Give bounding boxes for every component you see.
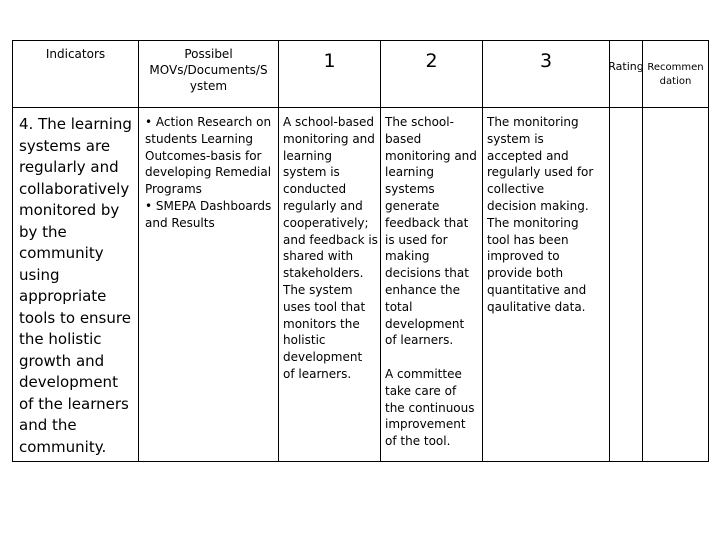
- level-3-text: The monitoring system is accepted and regularly used for collective decision making. The monitoring tool has been improved to provide both quantitative and qaulitative data.: [487, 115, 594, 314]
- level-3-header: 3: [539, 50, 553, 72]
- header-cell-rating: [609, 40, 643, 108]
- level-1-header: 1: [323, 50, 336, 72]
- rubric-table: [12, 40, 709, 462]
- rating-header: Rating: [608, 60, 644, 73]
- indicator-text: 4. The learning systems are regularly and collaboratively monitored by by the community using appropriate tools to ensure the holistic growth and development of the learners and the community.: [19, 115, 132, 456]
- level-1-text: A school-based monitoring and learning system is conducted regularly and cooperatively; and feedback is shared with stakeholders. The system uses tool that monitors the holistic development of learners.: [283, 115, 378, 381]
- recommendation-cell[interactable]: [642, 107, 709, 462]
- level-2-text: The school- based monitoring and learning systems generate feedback that is used for making decisions that enhance the total development of learners. A committee take care of the continuous improvement of the tool.: [385, 115, 477, 449]
- rating-cell[interactable]: [609, 107, 643, 462]
- movs-header: Possibel MOVs/Documents/S ystem: [149, 47, 268, 93]
- movs-text: • Action Research on students Learning Outcomes-basis for developing Remedial Programs • SMEPA Dashboards and Results: [145, 115, 272, 230]
- recommendation-header: Recommen dation: [647, 62, 704, 87]
- level-2-header: 2: [425, 50, 438, 72]
- indicators-header: Indicators: [45, 47, 106, 61]
